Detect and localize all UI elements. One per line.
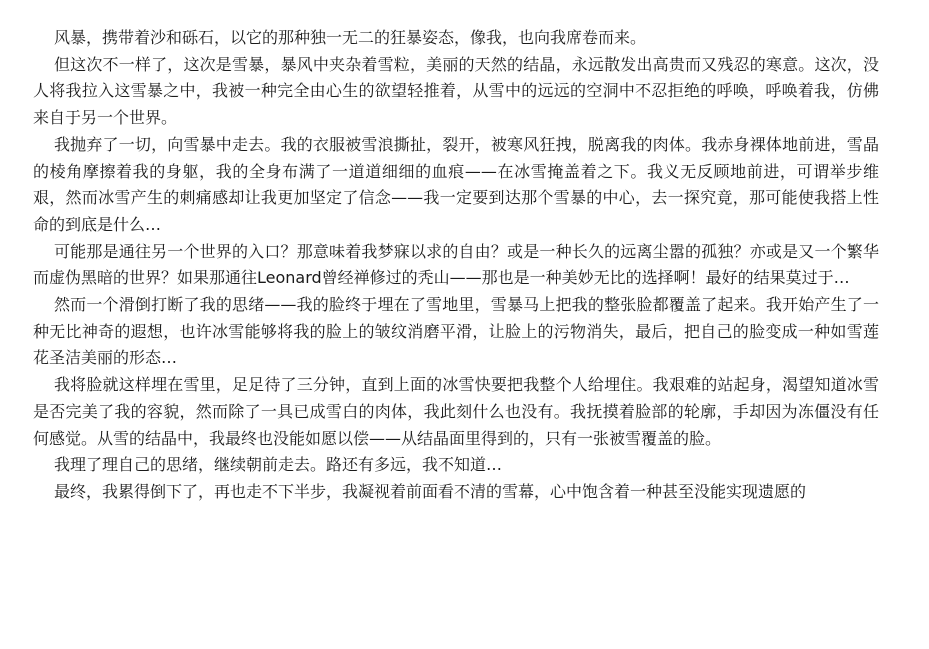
paragraph-1: 风暴，携带着沙和砾石，以它的那种独一无二的狂暴姿态，像我，也向我席卷而来。 (54, 28, 647, 47)
paragraph-2: 但这次不一样了，这次是雪暴，暴风中夹杂着雪粒，美丽的天然的结晶，永远散发出高贵而又残忍的寒意。这次，没人将我拉入这雪暴之中，我被一种完全由心生的欲望轻推着，从雪中的远远的空洞中不忍拒绝的呼唤，呼唤着我，仿佛来自于另一个世界。 (33, 54, 879, 128)
paragraph-8: 最终，我累得倒下了，再也走不下半步，我凝视着前面看不清的雪幕，心中饱含着一种甚至没能实现遗愿的 (54, 481, 807, 501)
paragraph-4: 可能那是通往另一个世界的入口？那意味着我梦寐以求的自由？或是一种长久的远离尘嚣的孤独？亦或是又一个繁华而虚伪黑暗的世界？如果那通往Leonard曾经禅修过的秃山——那也是一种美妙无比的选择啊！最好的结果莫过于… (33, 241, 879, 288)
paragraph-3: 我抛弃了一切，向雪暴中走去。我的衣服被雪浪撕扯，裂开，被寒风狂拽，脱离我的肉体。我赤身裸体地前进，雪晶的棱角摩擦着我的身躯，我的全身布满了一道道细细的血痕——在冰雪掩盖着之下。我义无反顾地前进，可谓举步维艰，然而冰雪产生的刺痛感却让我更加坚定了信念——我一定要到达那个雪暴的中心，去一探究竟，那可能使我搭上性命的到底是什么… (33, 134, 879, 234)
paragraph-6: 我将脸就这样埋在雪里，足足待了三分钟，直到上面的冰雪快要把我整个人给埋住。我艰难的站起身，渴望知道冰雪是否完美了我的容貌，然而除了一具已成雪白的肉体，我此刻什么也没有。我抚摸着脸部的轮廓，手却因为冻僵没有任何感觉。从雪的结晶中，我最终也没能如愿以偿——从结晶面里得到的，只有一张被雪覆盖的脸。 (33, 375, 879, 448)
paragraph-5: 然而一个滑倒打断了我的思绪——我的脸终于埋在了雪地里，雪暴马上把我的整张脸都覆盖了起来。我开始产生了一种无比神奇的遐想，也许冰雪能够将我的脸上的皱纹消磨平滑，让脸上的污物消失，最后，把自己的脸变成一种如雪莲花圣洁美丽的形态… (33, 295, 879, 368)
paragraph-7: 我理了理自己的思绪，继续朝前走去。路还有多远，我不知道… (54, 455, 503, 475)
